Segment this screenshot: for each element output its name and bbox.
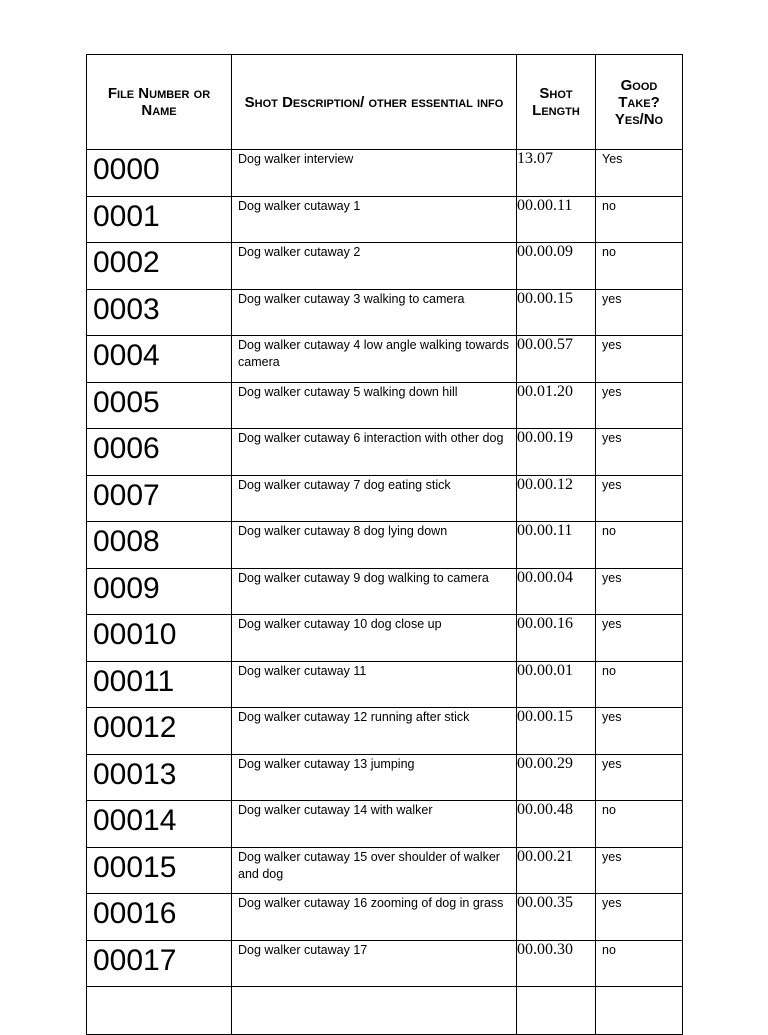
shot-description-cell: Dog walker cutaway 9 dog walking to camera [232, 568, 517, 615]
shot-description-cell: Dog walker cutaway 10 dog close up [232, 615, 517, 662]
good-take-cell: yes [596, 568, 683, 615]
shot-description-cell: Dog walker cutaway 4 low angle walking towards camera [232, 336, 517, 383]
shot-length-cell: 00.01.20 [517, 382, 596, 429]
table-row [87, 754, 683, 801]
table-row [87, 522, 683, 569]
shot-description-cell: Dog walker cutaway 5 walking down hill [232, 382, 517, 429]
shot-length-cell: 00.00.19 [517, 429, 596, 476]
table-row [87, 475, 683, 522]
file-number-cell: 00014 [87, 801, 232, 848]
good-take-cell: yes [596, 615, 683, 662]
file-number-cell: 0009 [87, 568, 232, 615]
good-take-cell: no [596, 940, 683, 987]
shot-description-cell: Dog walker interview [232, 150, 517, 197]
shot-length-cell: 00.00.21 [517, 847, 596, 894]
table-row [87, 336, 683, 383]
shot-description-cell: Dog walker cutaway 7 dog eating stick [232, 475, 517, 522]
shot-description-cell: Dog walker cutaway 17 [232, 940, 517, 987]
shot-length-cell: 00.00.15 [517, 289, 596, 336]
good-take-cell: no [596, 661, 683, 708]
file-number-cell: 0000 [87, 150, 232, 197]
table-row [87, 940, 683, 987]
file-number-cell: 00011 [87, 661, 232, 708]
good-take-cell: no [596, 243, 683, 290]
header-good-take: Good Take? Yes/No [596, 55, 683, 150]
file-number-cell: 0002 [87, 243, 232, 290]
good-take-cell: yes [596, 382, 683, 429]
good-take-cell: yes [596, 708, 683, 755]
header-file-number: File Number or Name [87, 55, 232, 150]
good-take-cell: no [596, 522, 683, 569]
file-number-cell: 00013 [87, 754, 232, 801]
shot-description-cell: Dog walker cutaway 14 with walker [232, 801, 517, 848]
shot-description-cell: Dog walker cutaway 2 [232, 243, 517, 290]
shot-description-cell: Dog walker cutaway 1 [232, 196, 517, 243]
header-shot-description: Shot Description/ other essential info [232, 55, 517, 150]
blank-row [87, 987, 683, 1035]
good-take-cell [596, 987, 683, 1035]
good-take-cell: Yes [596, 150, 683, 197]
shot-description-cell: Dog walker cutaway 16 zooming of dog in grass [232, 894, 517, 941]
shot-length-cell: 00.00.09 [517, 243, 596, 290]
file-number-cell: 0001 [87, 196, 232, 243]
file-number-cell: 00010 [87, 615, 232, 662]
table-row [87, 196, 683, 243]
table-row [87, 382, 683, 429]
table-row [87, 289, 683, 336]
shot-description-cell: Dog walker cutaway 13 jumping [232, 754, 517, 801]
shot-length-cell [517, 987, 596, 1035]
file-number-cell: 00015 [87, 847, 232, 894]
file-number-cell: 0005 [87, 382, 232, 429]
good-take-cell: yes [596, 336, 683, 383]
good-take-cell: no [596, 196, 683, 243]
table-row [87, 847, 683, 894]
header-shot-length: Shot Length [517, 55, 596, 150]
table-row [87, 615, 683, 662]
shot-description-cell: Dog walker cutaway 8 dog lying down [232, 522, 517, 569]
file-number-cell: 0007 [87, 475, 232, 522]
file-number-cell: 00016 [87, 894, 232, 941]
file-number-cell: 00017 [87, 940, 232, 987]
shot-length-cell: 00.00.01 [517, 661, 596, 708]
good-take-cell: yes [596, 475, 683, 522]
shot-length-cell: 00.00.11 [517, 522, 596, 569]
header-row [87, 55, 683, 150]
good-take-cell: yes [596, 289, 683, 336]
good-take-cell: yes [596, 429, 683, 476]
shot-length-cell: 13.07 [517, 150, 596, 197]
table-row [87, 568, 683, 615]
table-row [87, 708, 683, 755]
shot-length-cell: 00.00.30 [517, 940, 596, 987]
shot-length-cell: 00.00.57 [517, 336, 596, 383]
good-take-cell: yes [596, 847, 683, 894]
file-number-cell: 0004 [87, 336, 232, 383]
shot-length-cell: 00.00.29 [517, 754, 596, 801]
shot-description-cell: Dog walker cutaway 3 walking to camera [232, 289, 517, 336]
file-number-cell: 0008 [87, 522, 232, 569]
shot-description-cell [232, 987, 517, 1035]
table-row [87, 150, 683, 197]
table-row [87, 243, 683, 290]
file-number-cell [87, 987, 232, 1035]
shot-length-cell: 00.00.12 [517, 475, 596, 522]
table-row [87, 801, 683, 848]
good-take-cell: no [596, 801, 683, 848]
file-number-cell: 0006 [87, 429, 232, 476]
table-row [87, 894, 683, 941]
table-row [87, 661, 683, 708]
file-number-cell: 00012 [87, 708, 232, 755]
shot-length-cell: 00.00.04 [517, 568, 596, 615]
shot-length-cell: 00.00.48 [517, 801, 596, 848]
shot-length-cell: 00.00.16 [517, 615, 596, 662]
shot-description-cell: Dog walker cutaway 6 interaction with other dog [232, 429, 517, 476]
shot-length-cell: 00.00.15 [517, 708, 596, 755]
table-row [87, 429, 683, 476]
good-take-cell: yes [596, 894, 683, 941]
good-take-cell: yes [596, 754, 683, 801]
shot-description-cell: Dog walker cutaway 15 over shoulder of walker and dog [232, 847, 517, 894]
shot-description-cell: Dog walker cutaway 11 [232, 661, 517, 708]
shot-description-cell: Dog walker cutaway 12 running after stick [232, 708, 517, 755]
shot-length-cell: 00.00.35 [517, 894, 596, 941]
shot-log-table [86, 54, 683, 1035]
file-number-cell: 0003 [87, 289, 232, 336]
shot-length-cell: 00.00.11 [517, 196, 596, 243]
